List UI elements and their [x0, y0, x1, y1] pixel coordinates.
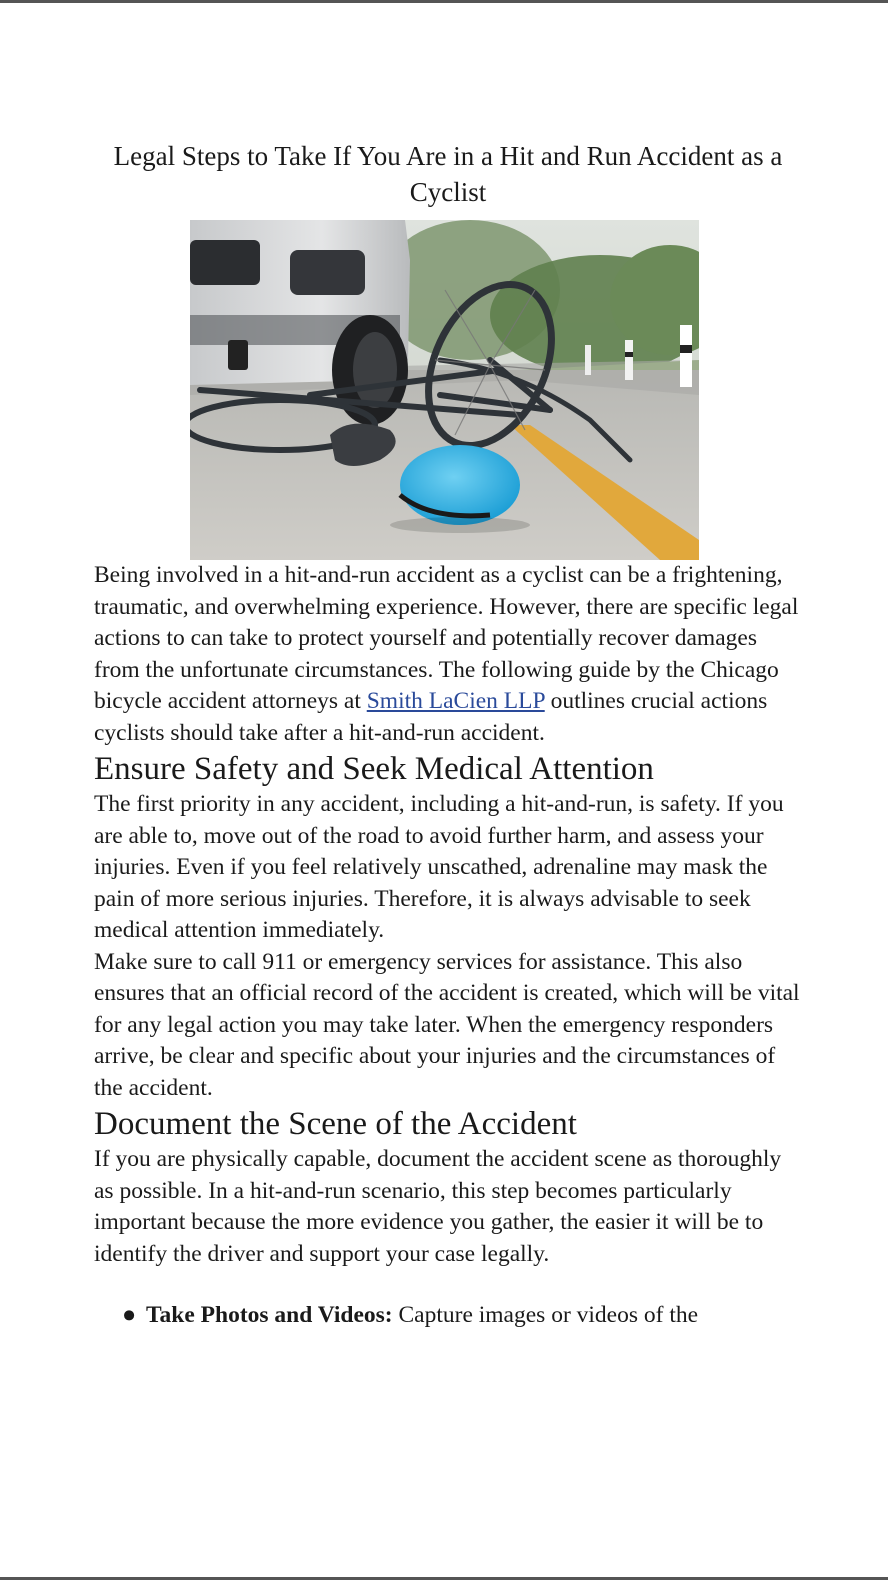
- safety-paragraph-1: The first priority in any accident, including a hit-and-run, is safety. If you are able to, move out of the road to avoid further harm, and assess your injuries. Even if you feel relatively unscathed, adrenaline may mask the pain of more serious injuries. Therefore, it is always advisable to seek medical attention immediately.: [94, 791, 784, 943]
- article-title: Legal Steps to Take If You Are in a Hit and Run Accident as a Cyclist: [113, 141, 783, 207]
- list-item-label: Take Photos and Videos:: [146, 1302, 393, 1328]
- intro-paragraph: [94, 560, 802, 749]
- top-border: [0, 0, 888, 3]
- smith-lacien-link[interactable]: Smith LaCien LLP: [366, 688, 545, 714]
- list-item: [120, 1300, 802, 1332]
- section-heading-document: Document the Scene of the Accident: [94, 1106, 577, 1142]
- intro-text-after-link: outlines crucial actions cyclists should take after a hit-and-run accident.: [94, 688, 768, 746]
- article: [94, 138, 802, 1332]
- section-heading-safety: Ensure Safety and Seek Medical Attention: [94, 751, 654, 787]
- list-item-text: Capture images or videos of the: [392, 1302, 699, 1328]
- documentation-tips-list: [94, 1300, 802, 1332]
- hero-image-bicycle-accident: [190, 220, 699, 560]
- intro-text-before-link: Being involved in a hit-and-run accident as a cyclist can be a frightening, traumatic, and overwhelming experience. However, there are specific legal actions to can take to protect yourself and potentially recover damages from the unfortunate circumstances. The following guide by the Chicago bicycle accident attorneys at: [94, 562, 799, 714]
- safety-paragraph-2: Make sure to call 911 or emergency services for assistance. This also ensures that an official record of the accident is created, which will be vital for any legal action you may take later. When the emergency responders arrive, be clear and specific about your injuries and the circumstances of the accident.: [94, 948, 800, 1101]
- document-paragraph-1: If you are physically capable, document the accident scene as thoroughly as possible. In a hit-and-run scenario, this step becomes particularly important because the more evidence you gather, the easier it will be to identify the driver and support your case legally.: [94, 1146, 782, 1267]
- bullet-icon: ●: [122, 1302, 137, 1328]
